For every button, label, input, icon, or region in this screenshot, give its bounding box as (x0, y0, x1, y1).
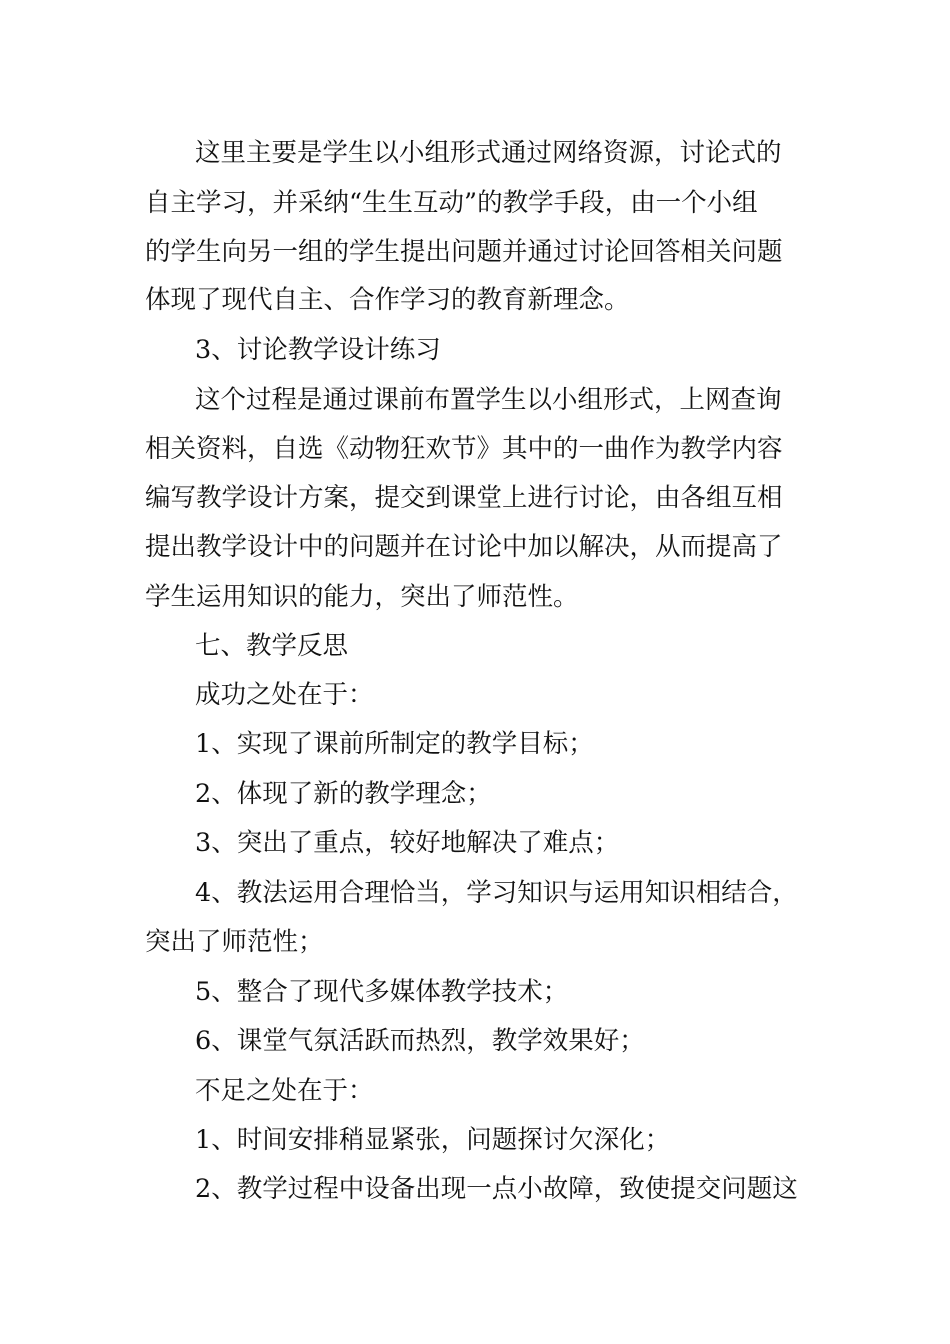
list-item: 5、整合了现代多媒体教学技术； (195, 977, 569, 1007)
paragraph-line: 这里主要是学生以小组形式通过网络资源，讨论式的 (195, 138, 782, 168)
list-item: 4、教法运用合理恰当，学习知识与运用知识相结合， (195, 878, 798, 908)
list-item-continuation: 突出了师范性； (145, 927, 324, 957)
paragraph-line: 编写教学设计方案，提交到课堂上进行讨论，由各组互相 (145, 483, 783, 513)
paragraph-line: 自主学习，并采纳“生生互动”的教学手段，由一个小组 (145, 188, 758, 218)
section-heading: 七、教学反思 (195, 631, 349, 661)
paragraph-line: 学生运用知识的能力，突出了师范性。 (145, 582, 579, 612)
list-item: 2、体现了新的教学理念； (195, 779, 492, 809)
subheading-successes: 成功之处在于： (195, 680, 374, 710)
subheading-shortcomings: 不足之处在于： (195, 1076, 374, 1106)
paragraph-line: 这个过程是通过课前布置学生以小组形式，上网查询 (195, 385, 782, 415)
list-item: 3、突出了重点，较好地解决了难点； (195, 828, 620, 858)
list-item: 2、教学过程中设备出现一点小故障，致使提交问题这 (195, 1174, 798, 1204)
paragraph-line: 相关资料，自选《动物狂欢节》其中的一曲作为教学内容 (145, 434, 783, 464)
paragraph-line: 提出教学设计中的问题并在讨论中加以解决，从而提高了 (145, 532, 783, 562)
list-item: 6、课堂气氛活跃而热烈，教学效果好； (195, 1026, 645, 1056)
list-item: 1、时间安排稍显紧张，问题探讨欠深化； (195, 1125, 671, 1155)
section-subheading: 3、讨论教学设计练习 (195, 335, 441, 365)
paragraph-line: 的学生向另一组的学生提出问题并通过讨论回答相关问题 (145, 237, 783, 267)
list-item: 1、实现了课前所制定的教学目标； (195, 729, 594, 759)
paragraph-line: 体现了现代自主、合作学习的教育新理念。 (145, 285, 630, 315)
